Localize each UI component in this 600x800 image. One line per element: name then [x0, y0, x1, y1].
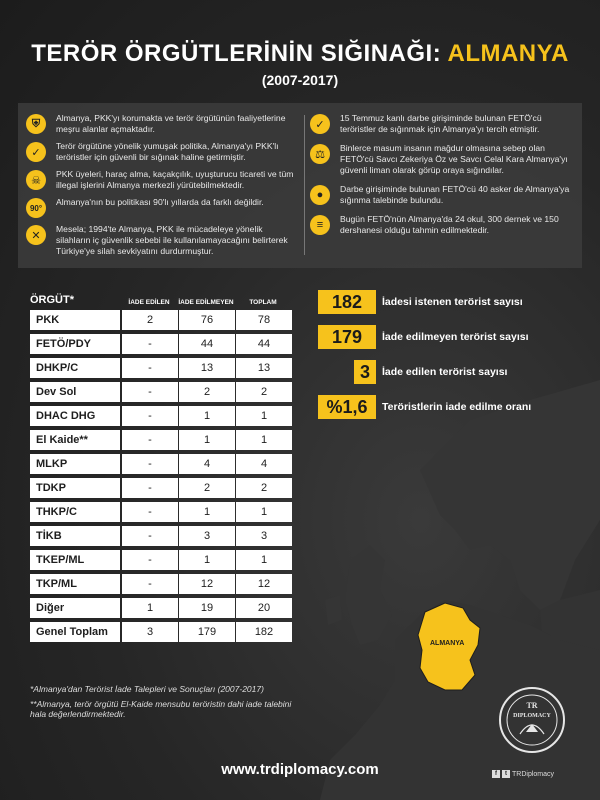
cell-not-extradited: 4	[179, 454, 235, 474]
header-not-extradited: İADE EDİLMEYEN	[178, 299, 234, 306]
twitter-icon[interactable]: t	[502, 770, 510, 778]
table-row	[30, 598, 292, 618]
stat-value: 179	[318, 325, 376, 349]
90-badge-icon: 90°	[26, 198, 46, 218]
cell-not-extradited: 1	[179, 430, 235, 450]
table-row	[30, 550, 292, 570]
cell-not-extradited: 179	[179, 622, 235, 642]
footer-url[interactable]: www.trdiplomacy.com	[221, 761, 379, 778]
cell-total: 1	[236, 502, 292, 522]
table-row	[30, 382, 292, 402]
cell-extradited: -	[122, 574, 178, 594]
stat-label: İade edilmeyen terörist sayısı	[382, 331, 529, 343]
table-row	[30, 622, 292, 642]
cell-total: 3	[236, 526, 292, 546]
fact-item	[26, 141, 298, 163]
extradition-table	[30, 284, 292, 642]
cell-not-extradited: 1	[179, 550, 235, 570]
check-icon: ✓	[310, 114, 330, 134]
footnote-2: **Almanya, terör örgütü El-Kaide mensubu teröristin dahi iade talebini hala değerlendirmektedir.	[30, 699, 292, 719]
cell-extradited: 1	[122, 598, 178, 618]
facts-left	[26, 113, 298, 263]
cell-org: TİKB	[30, 526, 120, 546]
fact-text: PKK üyeleri, haraç alma, kaçakçılık, uyuşturucu ticareti ve tüm illegal işlerini Almanya merkezli yürütebilmektedir.	[56, 169, 294, 190]
seal-text: DIPLOMACY	[513, 713, 551, 719]
stat-value: 182	[318, 290, 376, 314]
trdiplomacy-seal-icon	[498, 686, 566, 754]
cell-not-extradited: 2	[179, 382, 235, 402]
cell-extradited: -	[122, 550, 178, 570]
cell-total: 78	[236, 310, 292, 330]
crossed-rifles-icon: ✕	[26, 225, 46, 245]
cell-org: TKEP/ML	[30, 550, 120, 570]
cell-org: THKP/C	[30, 502, 120, 522]
germany-label: ALMANYA	[430, 640, 465, 647]
stat-label: İade edilen terörist sayısı	[382, 366, 508, 378]
cell-not-extradited: 13	[179, 358, 235, 378]
cell-org: DHAC DHG	[30, 406, 120, 426]
gavel-icon: ⚖	[310, 144, 330, 164]
cell-org: Diğer	[30, 598, 120, 618]
fact-text: Bugün FETÖ'nün Almanya'da 24 okul, 300 dernek ve 150 dershanesi olduğu tahmin edilmektedir.	[340, 214, 559, 235]
divider	[304, 115, 305, 255]
footnote-1: *Almanya'dan Terörist İade Talepleri ve Sonuçları (2007-2017)	[30, 684, 264, 694]
cell-not-extradited: 1	[179, 502, 235, 522]
fact-item	[310, 113, 576, 135]
cell-not-extradited: 1	[179, 406, 235, 426]
cell-org: Dev Sol	[30, 382, 120, 402]
cell-extradited: -	[122, 406, 178, 426]
cell-org: Genel Toplam	[30, 622, 120, 642]
stat-item	[318, 325, 588, 349]
fact-item	[310, 184, 576, 206]
cell-org: DHKP/C	[30, 358, 120, 378]
facts-panel	[18, 103, 582, 268]
cell-org: MLKP	[30, 454, 120, 474]
cell-extradited: -	[122, 454, 178, 474]
cell-total: 182	[236, 622, 292, 642]
cell-extradited: -	[122, 478, 178, 498]
page-title	[0, 40, 600, 68]
table-header	[30, 284, 292, 306]
table-row	[30, 454, 292, 474]
fact-item	[26, 169, 298, 191]
facts-right	[310, 113, 576, 244]
stat-item	[318, 360, 588, 384]
cell-not-extradited: 44	[179, 334, 235, 354]
stat-value: %1,6	[318, 395, 376, 419]
fact-text: Mesela; 1994'te Almanya, PKK ile mücadeleye yönelik silahların iç güvenlik sebebi ile kullanılamayacağını belirterek Türkiye'ye silah sevkiyatını durdurmuştur.	[56, 224, 288, 256]
stats-panel	[318, 290, 588, 430]
social-handle: TRDiplomacy	[512, 770, 555, 778]
cell-org: PKK	[30, 310, 120, 330]
header	[0, 40, 600, 88]
header-extradited: İADE EDİLEN	[128, 299, 170, 306]
cell-org: FETÖ/PDY	[30, 334, 120, 354]
cell-total: 13	[236, 358, 292, 378]
table-row	[30, 478, 292, 498]
fact-item	[310, 143, 576, 176]
fact-text: Binlerce masum insanın mağdur olmasına sebep olan FETÖ'cü Savcı Zekeriya Öz ve Savcı Celal Kara Almanya'yı güvenli liman olarak görüp oraya sığındılar.	[340, 143, 568, 175]
soldier-icon: ●	[310, 185, 330, 205]
cell-total: 20	[236, 598, 292, 618]
cell-extradited: -	[122, 430, 178, 450]
seal-top: TR	[526, 701, 538, 710]
stat-item	[318, 290, 588, 314]
cell-total: 1	[236, 550, 292, 570]
cell-extradited: 2	[122, 310, 178, 330]
cell-org: El Kaide**	[30, 430, 120, 450]
table-row	[30, 574, 292, 594]
stat-value: 3	[354, 360, 376, 384]
cell-extradited: -	[122, 334, 178, 354]
fact-item	[26, 113, 298, 135]
header-total: TOPLAM	[249, 299, 277, 306]
cell-total: 2	[236, 382, 292, 402]
fact-text: Almanya, PKK'yı korumakta ve terör örgütünün faaliyetlerine meşru alanlar açmaktadır.	[56, 113, 286, 134]
title-main: TERÖR ÖRGÜTLERİNİN SIĞINAĞI:	[31, 40, 442, 67]
fact-text: Terör örgütüne yönelik yumuşak politika, Almanya'yı PKK'lı teröristler için güvenli bir sığınak haline getirmiştir.	[56, 141, 279, 162]
fact-item	[310, 214, 576, 236]
page-subtitle: (2007-2017)	[261, 72, 339, 88]
cell-not-extradited: 2	[179, 478, 235, 498]
header-org: ÖRGÜT*	[30, 294, 74, 306]
table-body	[30, 310, 292, 642]
cell-total: 12	[236, 574, 292, 594]
cell-org: TKP/ML	[30, 574, 120, 594]
facebook-icon[interactable]: f	[492, 770, 500, 778]
fact-text: Darbe girişiminde bulunan FETÖ'cü 40 asker de Almanya'ya sığınma talebinde bulundu.	[340, 184, 570, 205]
cell-org: TDKP	[30, 478, 120, 498]
table-row	[30, 526, 292, 546]
cell-extradited: -	[122, 382, 178, 402]
fact-text: Almanya'nın bu politikası 90'lı yıllarda da farklı değildir.	[56, 197, 264, 207]
table-row	[30, 310, 292, 330]
footnotes	[30, 684, 300, 719]
table-row	[30, 502, 292, 522]
social-links	[492, 770, 554, 778]
skull-icon: ☠	[26, 170, 46, 190]
cell-not-extradited: 19	[179, 598, 235, 618]
cell-total: 1	[236, 406, 292, 426]
books-icon: ≡	[310, 215, 330, 235]
cell-extradited: -	[122, 502, 178, 522]
cell-extradited: 3	[122, 622, 178, 642]
table-row	[30, 358, 292, 378]
cell-extradited: -	[122, 526, 178, 546]
shield-icon: ⛨	[26, 114, 46, 134]
cell-total: 2	[236, 478, 292, 498]
fact-text: 15 Temmuz kanlı darbe girişiminde bulunan FETÖ'cü teröristler de sığınmak için Almanya'yı tercih etmiştir.	[340, 113, 542, 134]
cell-not-extradited: 12	[179, 574, 235, 594]
table-row	[30, 406, 292, 426]
stat-label: Teröristlerin iade edilme oranı	[382, 401, 532, 413]
cell-total: 4	[236, 454, 292, 474]
stat-item	[318, 395, 588, 419]
fact-item	[26, 224, 298, 257]
cell-not-extradited: 76	[179, 310, 235, 330]
fact-item	[26, 197, 298, 218]
cell-not-extradited: 3	[179, 526, 235, 546]
cell-total: 44	[236, 334, 292, 354]
title-highlight: ALMANYA	[447, 40, 569, 67]
table-row	[30, 430, 292, 450]
table-row	[30, 334, 292, 354]
cell-extradited: -	[122, 358, 178, 378]
cell-total: 1	[236, 430, 292, 450]
shield-check-icon: ✓	[26, 142, 46, 162]
stat-label: İadesi istenen terörist sayısı	[382, 296, 523, 308]
